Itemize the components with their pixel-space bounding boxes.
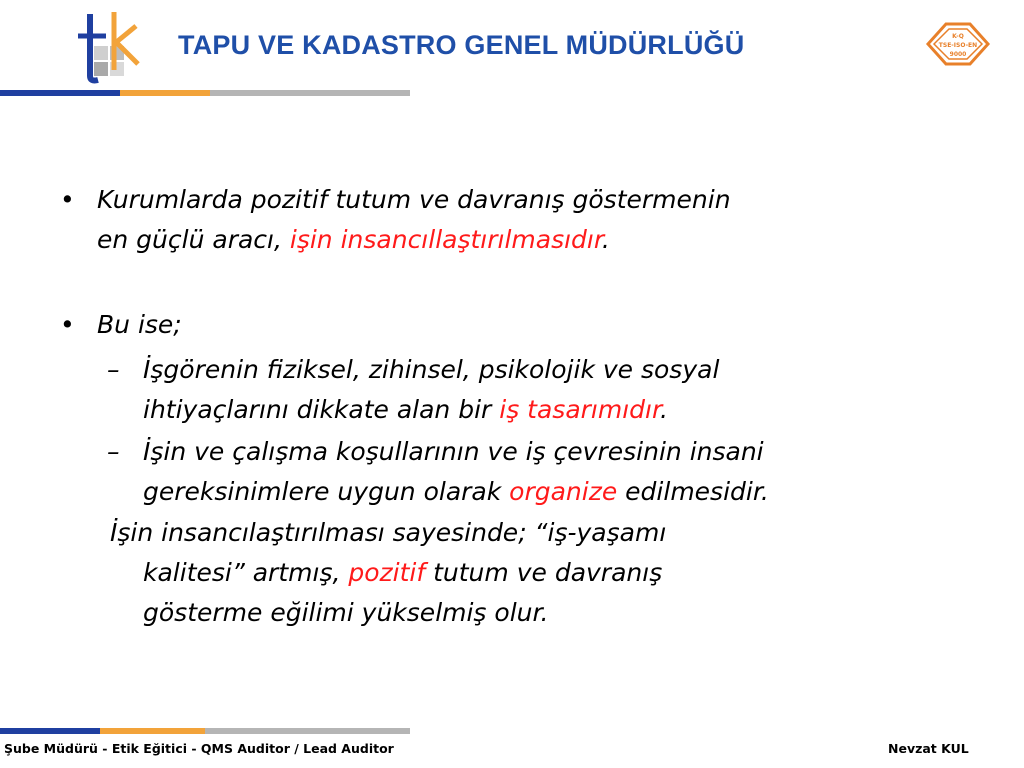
closing-line-2-suffix: tutum ve davranış bbox=[425, 558, 663, 587]
bullet-1-line-1: Kurumlarda pozitif tutum ve davranış göstermenin bbox=[97, 185, 731, 214]
closing-line-2-prefix: kalitesi” artmış, bbox=[143, 558, 349, 587]
sub-bullet-2-line-1: İşin ve çalışma koşullarının ve iş çevresinin insani bbox=[143, 437, 764, 466]
page-title: TAPU VE KADASTRO GENEL MÜDÜRLÜĞÜ bbox=[178, 30, 745, 60]
bullet-1-text bbox=[97, 180, 977, 260]
bullet-2-text: Bu ise; bbox=[97, 310, 182, 339]
bullet-1-line-2-prefix: en güçlü aracı, bbox=[97, 225, 290, 254]
sub-bullet-2-line-2-prefix: gereksinimlere uygun olarak bbox=[143, 477, 510, 506]
emphasis-text: organize bbox=[509, 477, 618, 506]
bullet-marker: • bbox=[60, 310, 75, 339]
emphasis-text: iş tasarımıdır bbox=[499, 395, 660, 424]
closing-line-2 bbox=[110, 553, 970, 593]
sub-bullet-2-text bbox=[143, 432, 993, 512]
sub-bullet-2-line-2 bbox=[143, 472, 993, 512]
bullet-1-line-2 bbox=[97, 220, 977, 260]
sub-bullet-2-line-2-suffix: edilmesidir. bbox=[617, 477, 769, 506]
sub-bullet-1-line-2-prefix: ihtiyaçlarını dikkate alan bir bbox=[143, 395, 500, 424]
svg-text:TSE-ISO-EN: TSE-ISO-EN bbox=[938, 42, 978, 49]
emphasis-text: pozitif bbox=[348, 558, 426, 587]
sub-bullet-marker: – bbox=[107, 355, 120, 384]
sub-bullet-1-line-1: İşgörenin fiziksel, zihinsel, psikolojik ve sosyal bbox=[143, 355, 720, 384]
svg-text:K-Q: K-Q bbox=[952, 33, 964, 40]
sub-bullet-1-line-2-suffix: . bbox=[659, 395, 668, 424]
svg-text:9000: 9000 bbox=[949, 51, 967, 58]
sub-bullet-1-line-2 bbox=[143, 390, 993, 430]
bullet-1-line-2-suffix: . bbox=[601, 225, 610, 254]
sub-bullet-1-text bbox=[143, 350, 993, 430]
footer-author-role: Şube Müdürü - Etik Eğitici - QMS Auditor / Lead Auditor bbox=[4, 741, 394, 756]
footer-author-name: Nevzat KUL bbox=[888, 741, 969, 756]
sub-bullet-marker: – bbox=[107, 437, 120, 466]
bullet-marker: • bbox=[60, 185, 75, 214]
emphasis-text: işin insancıllaştırılmasıdır bbox=[289, 225, 602, 254]
closing-paragraph bbox=[110, 513, 970, 633]
closing-line-1: İşin insancılaştırılması sayesinde; “iş-yaşamı bbox=[110, 518, 667, 547]
closing-line-3: gösterme eğilimi yükselmiş olur. bbox=[143, 598, 549, 627]
